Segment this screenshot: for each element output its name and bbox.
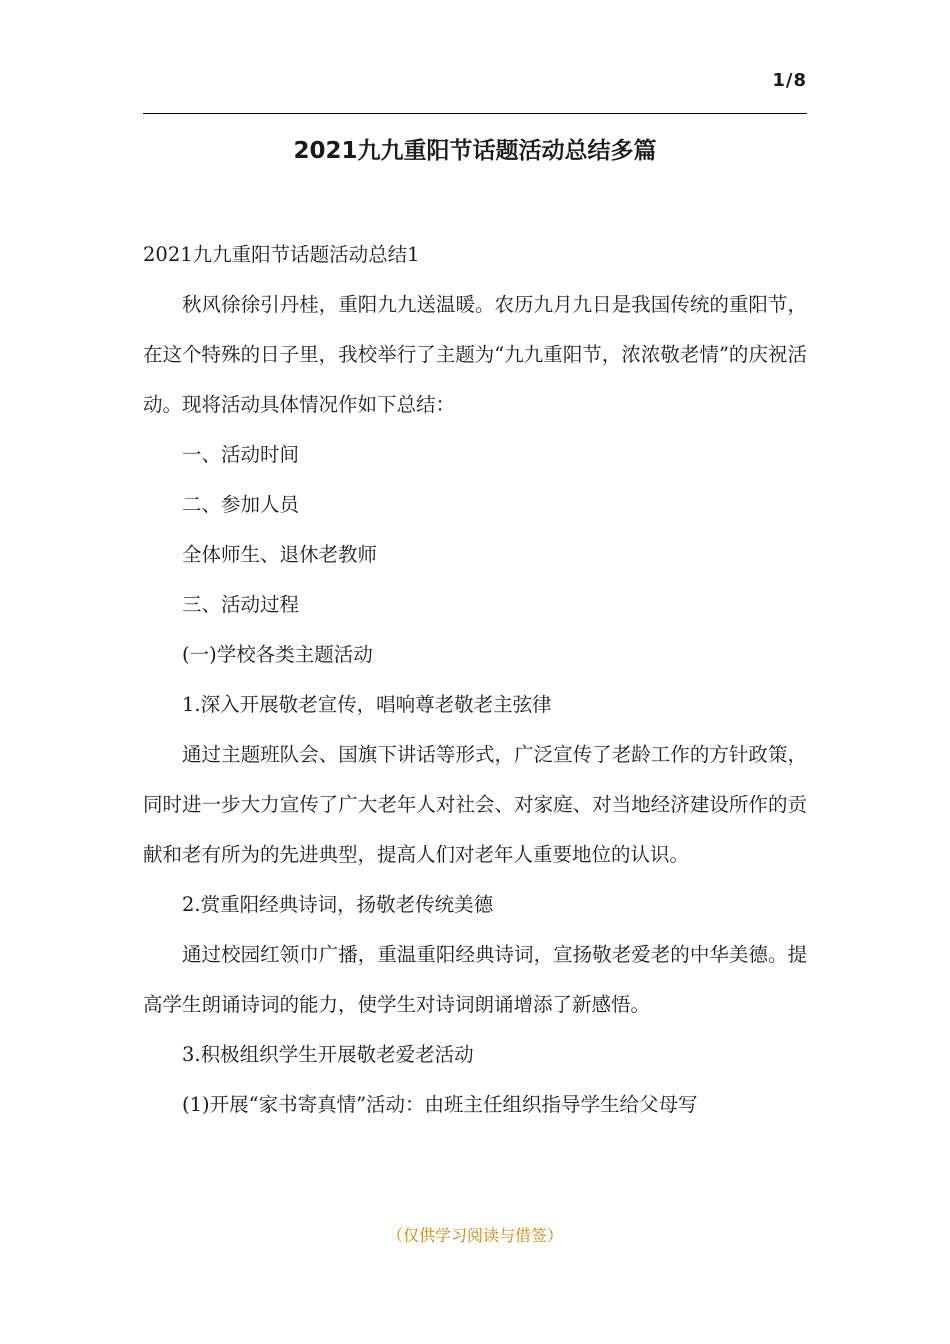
paragraph: 通过校园红领巾广播，重温重阳经典诗词，宣扬敬老爱老的中华美德。提高学生朗诵诗词的能力，使学生对诗词朗诵增添了新感悟。	[143, 943, 807, 1016]
document-title: 2021九九重阳节话题活动总结多篇	[293, 138, 657, 164]
list-item: 二、参加人员	[182, 493, 300, 516]
list-item: 2.赏重阳经典诗词，扬敬老传统美德	[182, 893, 494, 916]
paragraph: 秋风徐徐引丹桂，重阳九九送温暖。农历九月九日是我国传统的重阳节，在这个特殊的日子里，我校举行了主题为“九九重阳节，浓浓敬老情”的庆祝活动。现将活动具体情况作如下总结：	[143, 293, 807, 416]
list-item: 1.深入开展敬老宣传，唱响尊老敬老主弦律	[182, 693, 552, 716]
list-item: (一)学校各类主题活动	[182, 643, 373, 666]
paragraph: 全体师生、退休老教师	[182, 543, 378, 566]
section-heading: 2021九九重阳节话题活动总结1	[143, 243, 420, 266]
footer-note: （仅供学习阅读与借签）	[386, 1226, 563, 1245]
list-item: 一、活动时间	[182, 443, 300, 466]
list-item: 三、活动过程	[182, 593, 300, 616]
paragraph: (1)开展“家书寄真情”活动：由班主任组织指导学生给父母写	[182, 1093, 698, 1116]
document-body	[143, 230, 807, 1130]
paragraph: 通过主题班队会、国旗下讲话等形式，广泛宣传了老龄工作的方针政策，同时进一步大力宣传了广大老年人对社会、对家庭、对当地经济建设所作的贡献和老有所为的先进典型，提高人们对老年人重要地位的认识。	[143, 743, 807, 866]
header-rule	[143, 113, 807, 114]
list-item: 3.积极组织学生开展敬老爱老活动	[182, 1043, 474, 1066]
page-number: 1/8	[772, 70, 807, 91]
